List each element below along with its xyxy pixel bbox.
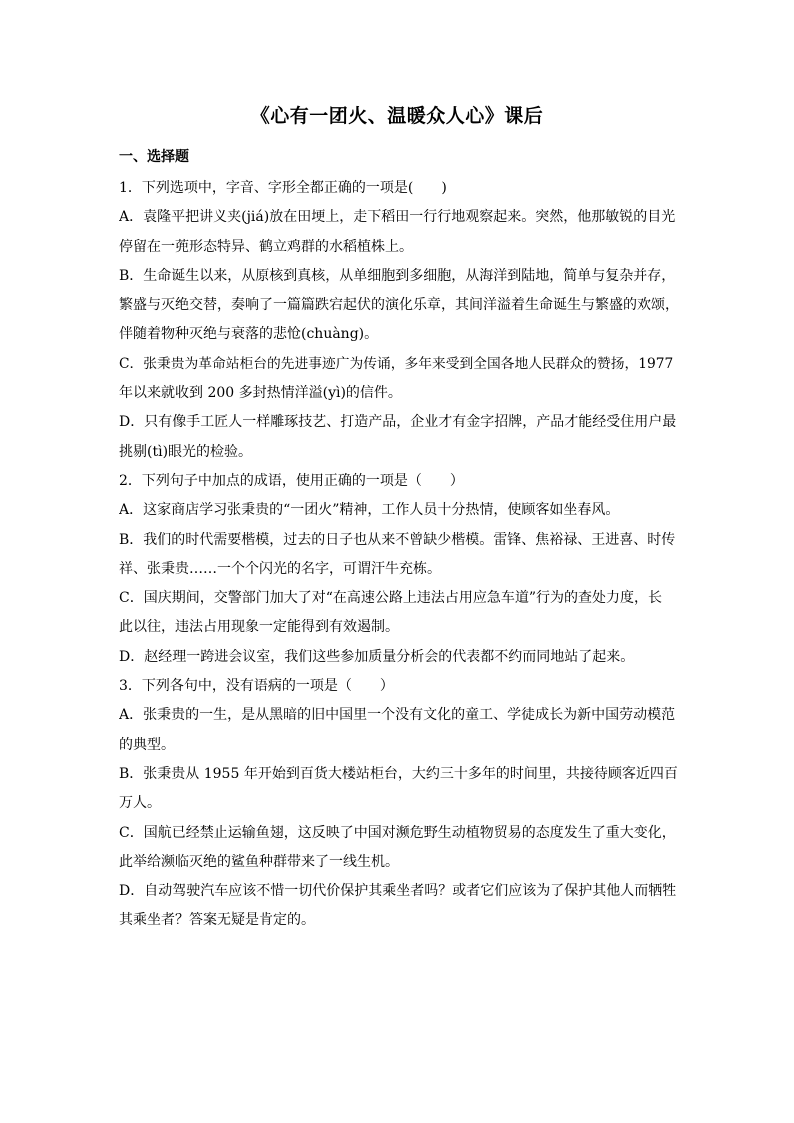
text-line: 挑剔(tì)眼光的检验。 bbox=[119, 443, 253, 460]
text-line: A．这家商店学习张秉贵的“一团火”精神，工作人员十分热情，使顾客如坐春风。 bbox=[119, 502, 620, 519]
section-heading: 一、选择题 bbox=[119, 149, 189, 165]
text-line: C．国航已经禁止运输鱼翅，这反映了中国对濒危野生动植物贸易的态度发生了重大变化， bbox=[119, 824, 676, 841]
text-line: 其乘坐者？答案无疑是肯定的。 bbox=[119, 912, 315, 929]
document-body bbox=[119, 174, 681, 936]
text-line: 3．下列各句中，没有语病的一项是（ ） bbox=[119, 678, 394, 695]
text-line: 繁盛与灭绝交替，奏响了一篇篇跌宕起伏的演化乐章，其间洋溢着生命诞生与繁盛的欢颂， bbox=[119, 297, 679, 314]
text-line: D．只有像手工匠人一样雕琢技艺、打造产品，企业才有金字招牌，产品才能经受住用户最 bbox=[119, 414, 677, 431]
document-title: 《心有一团火、温暖众人心》课后 bbox=[250, 105, 544, 127]
text-line: B．我们的时代需要楷模，过去的日子也从来不曾缺少楷模。雷锋、焦裕禄、王进喜、时传 bbox=[119, 531, 676, 548]
text-line: 此以往，违法占用现象一定能得到有效遏制。 bbox=[119, 619, 399, 636]
text-line: D．自动驾驶汽车应该不惜一切代价保护其乘坐者吗？或者它们应该为了保护其他人而牺牲 bbox=[119, 883, 677, 900]
text-line: B．张秉贵从 1955 年开始到百货大楼站柜台，大约三十多年的时间里，共接待顾客近四百 bbox=[119, 765, 678, 782]
text-line: 伴随着物种灭绝与衰落的悲怆(chuàng)。 bbox=[119, 326, 379, 343]
text-line: 万人。 bbox=[119, 795, 161, 812]
text-line: D．赵经理一跨进会议室，我们这些参加质量分析会的代表都不约而同地站了起来。 bbox=[119, 648, 635, 665]
text-line: 年以来就收到 200 多封热情洋溢(yì)的信件。 bbox=[119, 385, 402, 402]
text-line: C．国庆期间，交警部门加大了对“在高速公路上违法占用应急车道”行为的查处力度，长 bbox=[119, 590, 663, 607]
text-line: 的典型。 bbox=[119, 736, 175, 753]
text-line: A．袁隆平把讲义夹(jiá)放在田埂上，走下稻田一行行地观察起来。突然，他那敏锐的目光 bbox=[119, 209, 676, 226]
text-line: 祥、张秉贵……一个个闪光的名字，可谓汗牛充栋。 bbox=[119, 560, 441, 577]
text-line: C．张秉贵为革命站柜台的先进事迹广为传诵，多年来受到全国各地人民群众的赞扬，1977 bbox=[119, 355, 674, 372]
text-line: 2．下列句子中加点的成语，使用正确的一项是（ ） bbox=[119, 472, 464, 489]
text-line: 此举给濒临灭绝的鲨鱼种群带来了一线生机。 bbox=[119, 853, 399, 870]
text-line: 1．下列选项中，字音、字形全都正确的一项是( ) bbox=[119, 180, 447, 196]
text-line: A．张秉贵的一生，是从黑暗的旧中国里一个没有文化的童工、学徒成长为新中国劳动模范 bbox=[119, 707, 676, 724]
text-line: B．生命诞生以来，从原核到真核，从单细胞到多细胞，从海洋到陆地，简单与复杂并存， bbox=[119, 267, 676, 284]
text-line: 停留在一蔸形态特异、鹤立鸡群的水稻植株上。 bbox=[119, 238, 413, 255]
